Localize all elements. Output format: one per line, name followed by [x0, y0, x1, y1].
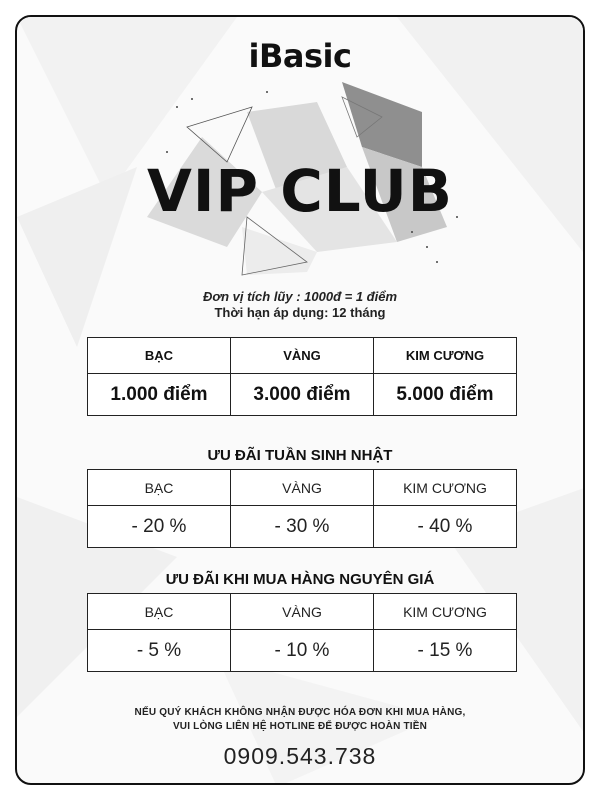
full-price-discount-silver: - 5 %	[88, 630, 231, 672]
tier-header-gold: VÀNG	[231, 594, 374, 630]
vip-club-card	[15, 15, 585, 785]
tier-header-diamond: KIM CƯƠNG	[374, 338, 517, 374]
tier-header-diamond: KIM CƯƠNG	[374, 594, 517, 630]
brand-logo: iBasic	[248, 37, 352, 75]
birthday-discount-gold: - 30 %	[231, 506, 374, 548]
page-title: VIP CLUB	[147, 157, 453, 225]
hotline-number: 0909.543.738	[223, 743, 377, 769]
tier-points-diamond: 5.000 điểm	[374, 374, 517, 416]
tier-header-diamond: KIM CƯƠNG	[374, 470, 517, 506]
tier-header-silver: BẠC	[88, 470, 231, 506]
full-price-discount-gold: - 10 %	[231, 630, 374, 672]
tier-header-gold: VÀNG	[231, 338, 374, 374]
table-header-row	[88, 470, 517, 506]
tier-points-gold: 3.000 điểm	[231, 374, 374, 416]
table-row	[88, 374, 517, 416]
birthday-discount-diamond: - 40 %	[374, 506, 517, 548]
tier-header-gold: VÀNG	[231, 470, 374, 506]
validity-period-text: Thời hạn áp dụng: 12 tháng	[214, 305, 386, 320]
tier-header-silver: BẠC	[88, 594, 231, 630]
birthday-offer-title: ƯU ĐÃI TUẦN SINH NHẬT	[207, 447, 393, 464]
invoice-notice-line1: NẾU QUÝ KHÁCH KHÔNG NHẬN ĐƯỢC HÓA ĐƠN KHI MUA HÀNG,	[134, 707, 466, 718]
birthday-discount-silver: - 20 %	[88, 506, 231, 548]
table-header-row	[88, 594, 517, 630]
table-header-row	[88, 338, 517, 374]
birthday-offer-table	[87, 469, 517, 548]
full-price-offer-title: ƯU ĐÃI KHI MUA HÀNG NGUYÊN GIÁ	[165, 571, 435, 588]
full-price-discount-diamond: - 15 %	[374, 630, 517, 672]
table-row	[88, 506, 517, 548]
tier-points-table	[87, 337, 517, 416]
tier-points-silver: 1.000 điểm	[88, 374, 231, 416]
invoice-notice-line2: VUI LÒNG LIÊN HỆ HOTLINE ĐỂ ĐƯỢC HOÀN TIỀN	[172, 721, 428, 732]
full-price-offer-table	[87, 593, 517, 672]
tier-header-silver: BẠC	[88, 338, 231, 374]
table-row	[88, 630, 517, 672]
accumulation-unit-text: Đơn vị tích lũy : 1000đ = 1 điểm	[202, 289, 398, 304]
